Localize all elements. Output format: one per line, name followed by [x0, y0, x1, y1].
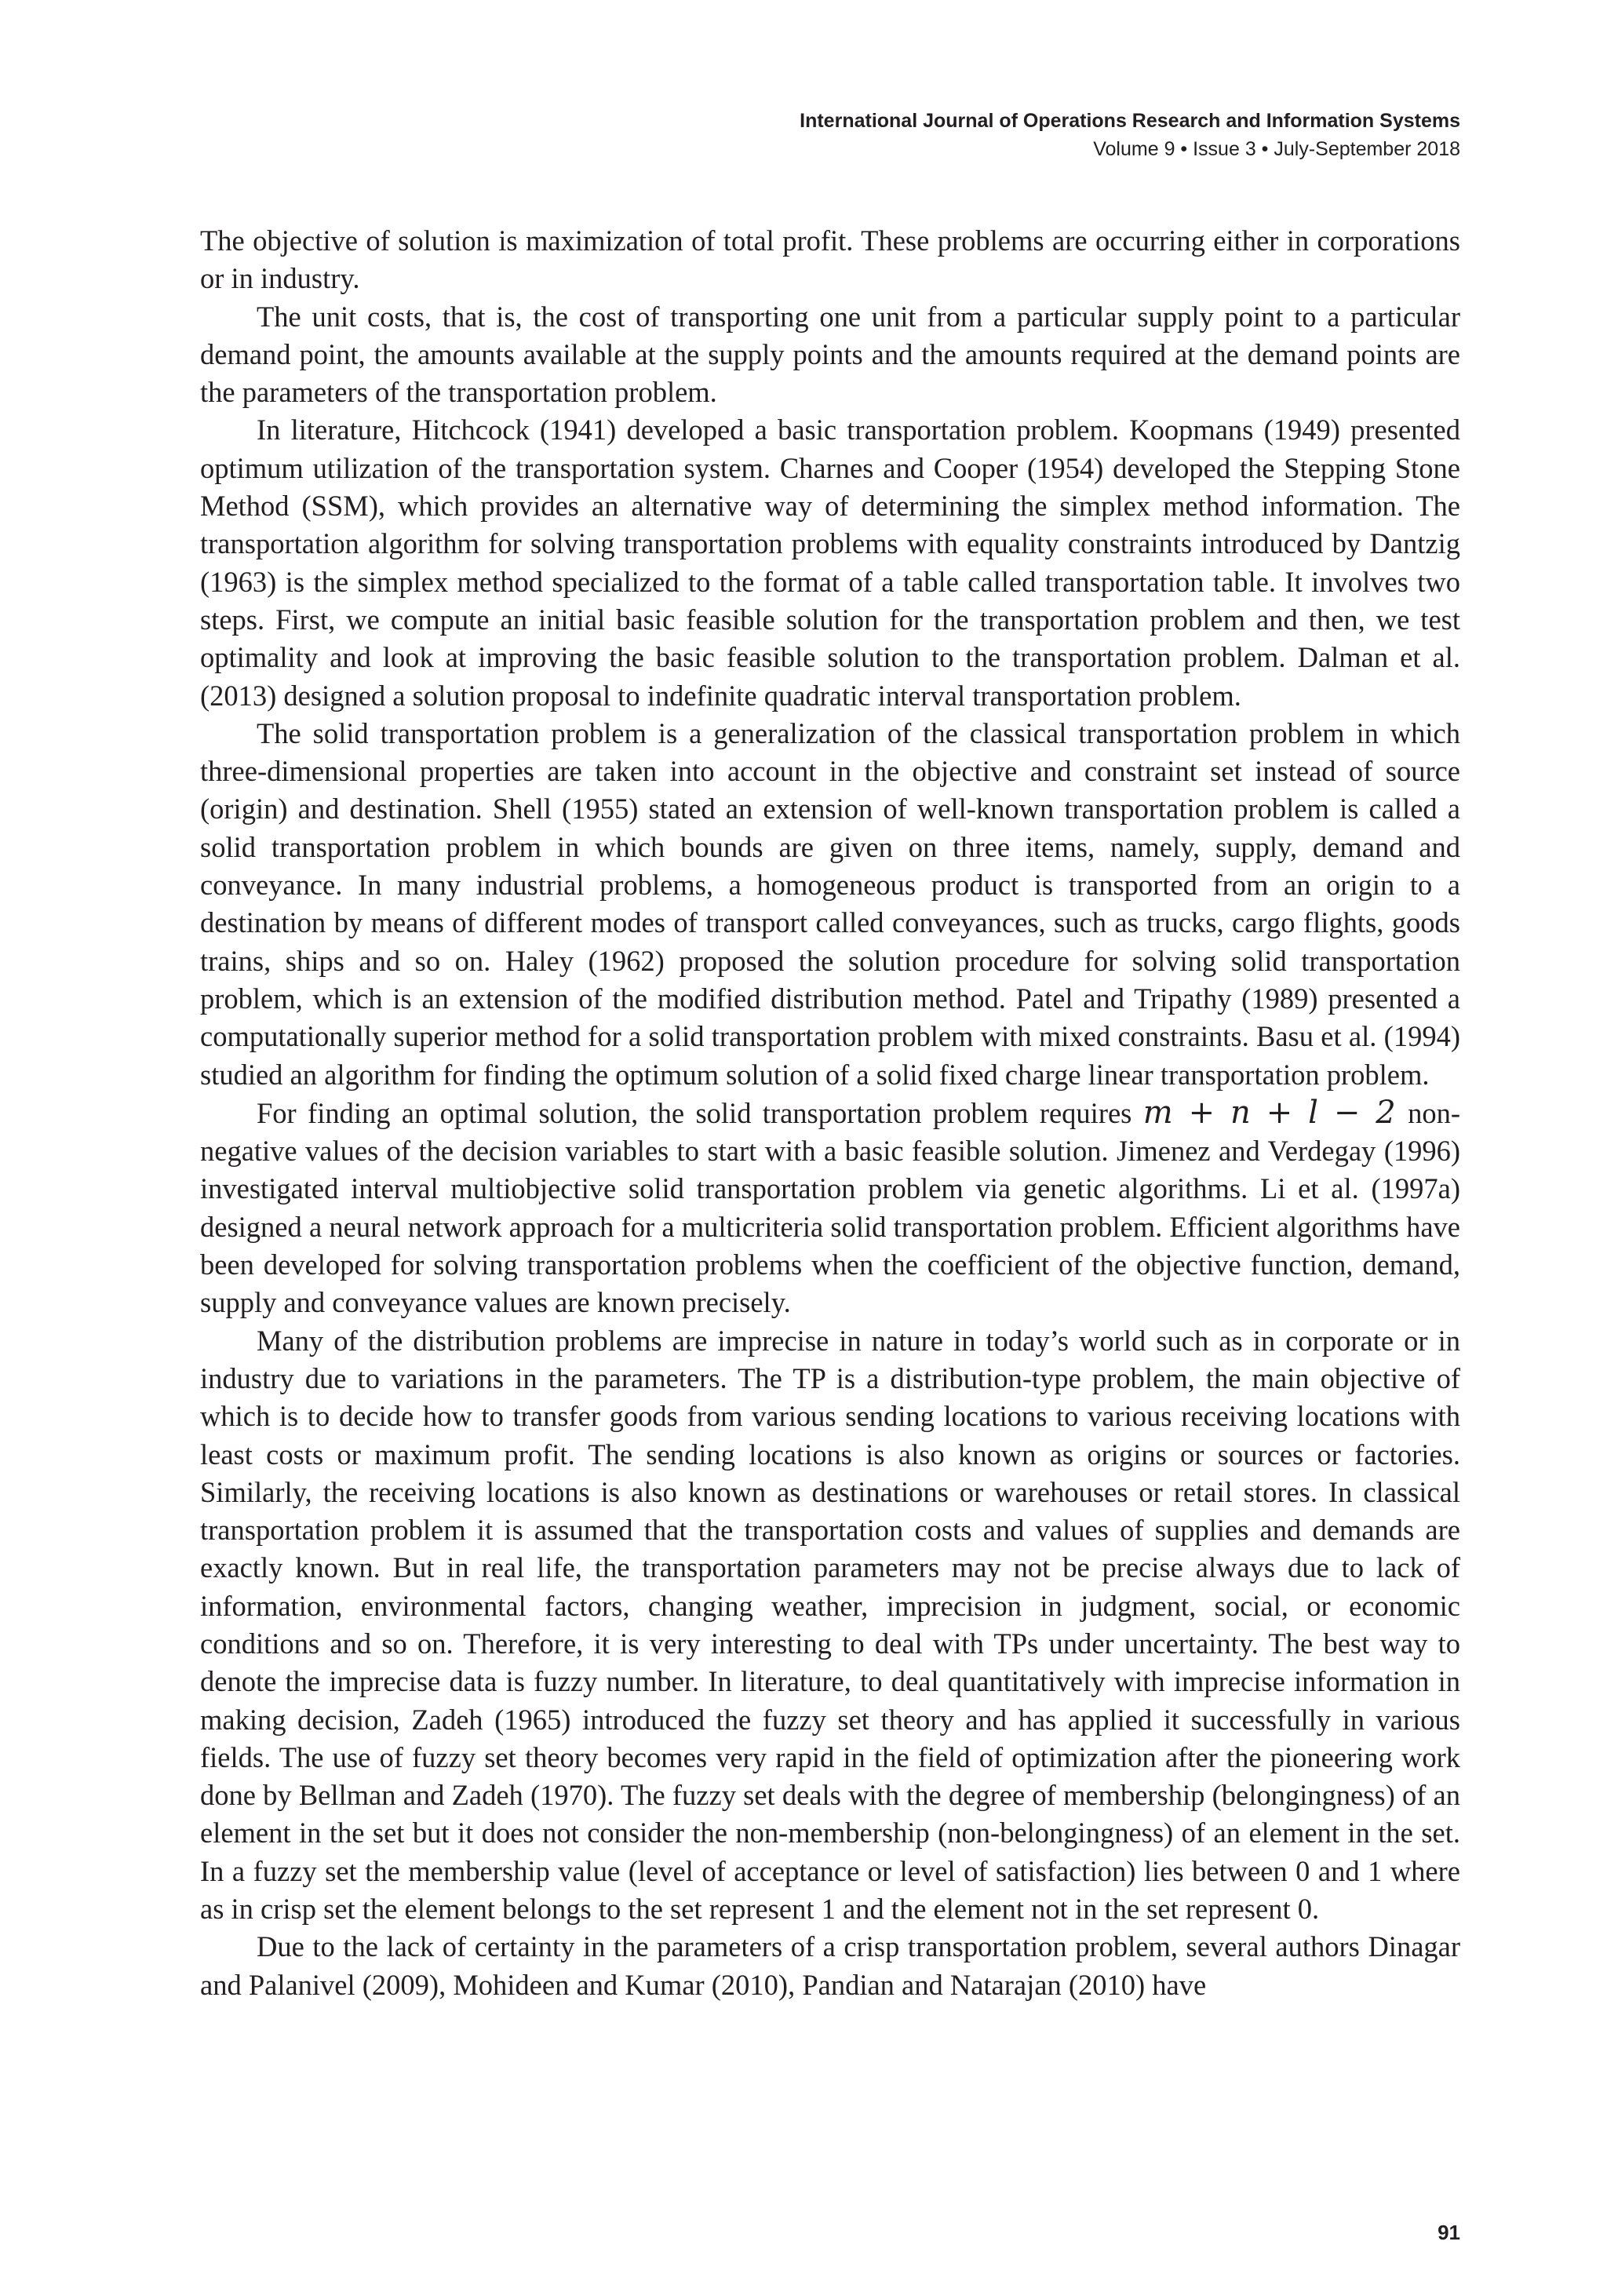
paragraph: In literature, Hitchcock (1941) developed a basic transportation problem. Koopmans (1949) presented optimum utilization of the transportation system. Charnes and Cooper (1954) developed the Stepping Stone Method (SSM), which provides an alternative way of determining the simplex method information. The transportation algorithm for solving transportation problems with equality constraints introduced by Dantzig (1963) is the simplex method specialized to the format of a table called transportation table. It involves two steps. First, we compute an initial basic feasible solution for the transportation problem and then, we test optimality and look at improving the basic feasible solution to the transportation problem. Dalman et al. (2013) designed a solution proposal to indefinite quadratic interval transportation problem.	[200, 414, 1460, 712]
issue-line: Volume 9 • Issue 3 • July-September 2018	[1093, 138, 1460, 160]
paragraph: The objective of solution is maximization of total profit. These problems are occurring either in corporations or in industry.	[200, 224, 1460, 295]
paragraph-with-formula	[200, 1094, 1460, 1322]
page-number: 91	[1438, 2221, 1460, 2244]
paragraph: The unit costs, that is, the cost of transporting one unit from a particular supply point to a particular demand point, the amounts available at the supply points and the amounts required at the demand points are the parameters of the transportation problem.	[200, 300, 1460, 409]
article-body	[200, 222, 1460, 2004]
paragraph-text: non-negative values of the decision variables to start with a basic feasible solution. Jimenez and Verdegay (1996) investigated interval multiobjective solid transportation problem via genetic algorithms. Li et al. (1997a) designed a neural network approach for a multicriteria solid transportation problem. Efficient algorithms have been developed for solving transportation problems when the coefficient of the objective function, demand, supply and conveyance values are known precisely.	[200, 1096, 1461, 1319]
paragraph: The solid transportation problem is a generalization of the classical transportation problem in which three-dimensional properties are taken into account in the objective and constraint set instead of source (origin) and destination. Shell (1955) stated an extension of well-known transportation problem is called a solid transportation problem in which bounds are given on three items, namely, supply, demand and conveyance. In many industrial problems, a homogeneous product is transported from an origin to a destination by means of different modes of transport called conveyances, such as trucks, cargo flights, goods trains, ships and so on. Haley (1962) proposed the solution procedure for solving solid transportation problem, which is an extension of the modified distribution method. Patel and Tripathy (1989) presented a computationally superior method for a solid transportation problem with mixed constraints. Basu et al. (1994) studied an algorithm for finding the optimum solution of a solid fixed charge linear transportation problem.	[200, 716, 1460, 1091]
paragraph: Many of the distribution problems are imprecise in nature in today’s world such as in corporate or in industry due to variations in the parameters. The TP is a distribution-type problem, the main objective of which is to decide how to transfer goods from various sending locations to various receiving locations with least costs or maximum profit. The sending locations is also known as origins or sources or factories. Similarly, the receiving locations is also known as destinations or warehouses or retail stores. In classical transportation problem it is assumed that the transportation costs and values of supplies and demands are exactly known. But in real life, the transportation parameters may not be precise always due to lack of information, environmental factors, changing weather, imprecision in judgment, social, or economic conditions and so on. Therefore, it is very interesting to deal with TPs under uncertainty. The best way to denote the imprecise data is fuzzy number. In literature, to deal quantitatively with imprecise information in making decision, Zadeh (1965) introduced the fuzzy set theory and has applied it successfully in various fields. The use of fuzzy set theory becomes very rapid in the field of optimization after the pioneering work done by Bellman and Zadeh (1970). The fuzzy set deals with the degree of membership (belongingness) of an element in the set but it does not consider the non-membership (non-belongingness) of an element in the set. In a fuzzy set the membership value (level of acceptance or level of satisfaction) lies between 0 and 1 where as in crisp set the element belongs to the set represent 1 and the element not in the set represent 0.	[200, 1324, 1460, 1926]
paragraph-text: For finding an optimal solution, the solid transportation problem requires	[257, 1096, 1132, 1129]
running-header	[800, 107, 1460, 163]
paragraph: Due to the lack of certainty in the parameters of a crisp transportation problem, several authors Dinagar and Palanivel (2009), Mohideen and Kumar (2010), Pandian and Natarajan (2010) have	[200, 1930, 1460, 2001]
inline-formula: m + n + l − 2	[1142, 1094, 1397, 1131]
journal-title: International Journal of Operations Research and Information Systems	[800, 110, 1460, 132]
